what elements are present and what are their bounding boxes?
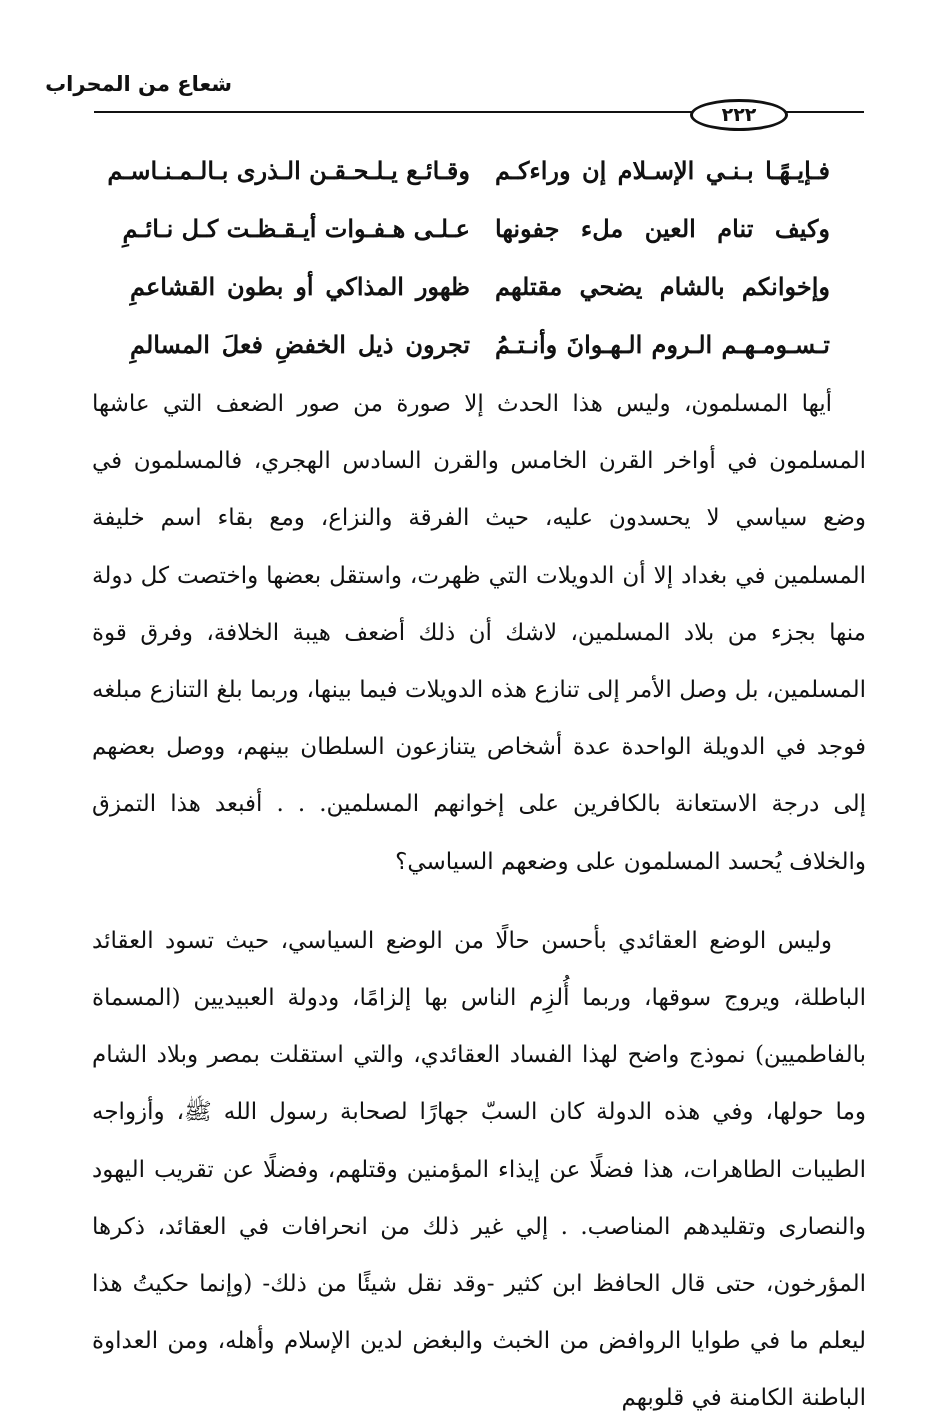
verse-first-hemistich: تـسـومـهـم الـروم الـهـوانَ وأنـتـمُ: [495, 330, 830, 359]
poem: [107, 152, 830, 384]
paragraph: وليس الوضع العقائدي بأحسن حالًا من الوضع السياسي، حيث تسود العقائد الباطلة، ويروج سوقها، وربما أُلزِم الناس بها إلزامًا، ودولة العبيديين (المسماة بالفاطميين) نموذج واضح لهذا الفساد العقائدي، والتي استقلت بمصر وبلاد الشام وما حولها، وفي هذه الدولة كان السبّ جهارًا لصحابة رسول الله ﷺ، وأزواجه الطيبات الطاهرات، هذا فضلًا عن إيذاء المؤمنين وقتلهم، وفضلًا عن تقريب اليهود والنصارى وتقليدهم المناصب. . إلي غير ذلك من انحرافات في العقائد، ذكرها المؤرخون، حتى قال الحافظ ابن كثير -وقد نقل شيئًا من ذلك- (وإنما حكيتُ هذا ليعلم ما في طوايا الروافض من الخبث والبغض لدين الإسلام وأهله، ومن العداوة الباطنة الكامنة في قلوبهم: [92, 927, 866, 1412]
page-header: [0, 0, 944, 140]
paragraph: أيها المسلمون، وليس هذا الحدث إلا صورة من صور الضعف التي عاشها المسلمون في أواخر القرن الخامس والقرن السادس الهجري، فالمسلمون في وضع سياسي لا يحسدون عليه، حيث الفرقة والنزاع، ومع بقاء اسم خليفة المسلمين في بغداد إلا أن الدويلات التي ظهرت، واستقل بعضها واختصت كل دولة منها بجزء من بلاد المسلمين، لاشك أن ذلك أضعف هيبة الخلافة، وفرق قوة المسلمين، بل وصل الأمر إلى تنازع هذه الدويلات فيما بينها، وربما بلغ التنازع مبلغه فوجد في الدويلة الواحدة عدة أشخاص يتنازعون السلطان بينهم، ووصل بعضهم إلى درجة الاستعانة بالكافرين على إخوانهم المسلمين. . . أفبعد هذا التمزق والخلاف يُحسد المسلمون على وضعهم السياسي؟: [92, 391, 866, 875]
verse-second-hemistich: ظهور المذاكي أو بطون القشاعمِ: [130, 272, 470, 301]
body-text: [92, 376, 866, 1428]
poem-verse: [110, 268, 830, 326]
verse-first-hemistich: وإخوانكم بالشام يضحي مقتلهم: [495, 272, 830, 301]
verse-second-hemistich: وقـائـع يـلـحـقـن الـذرى بـالـمـنـاسـم: [107, 156, 470, 185]
verse-first-hemistich: وكيف تنام العين ملء جفونها: [495, 214, 830, 243]
verse-first-hemistich: فـإيـهًـا بـنـي الإسـلام إن وراءكـم: [495, 156, 830, 185]
verse-second-hemistich: تجرون ذيل الخفضِ فعلَ المسالمِ: [130, 330, 470, 359]
page-number: ٢٢٢: [690, 99, 788, 131]
poem-verse: [107, 152, 830, 210]
poem-verse: [110, 210, 830, 268]
book-title: شعاع من المحراب: [45, 72, 232, 96]
verse-second-hemistich: عـلـى هـفـوات أيـقـظـت كـل نـائـمِ: [122, 214, 470, 243]
